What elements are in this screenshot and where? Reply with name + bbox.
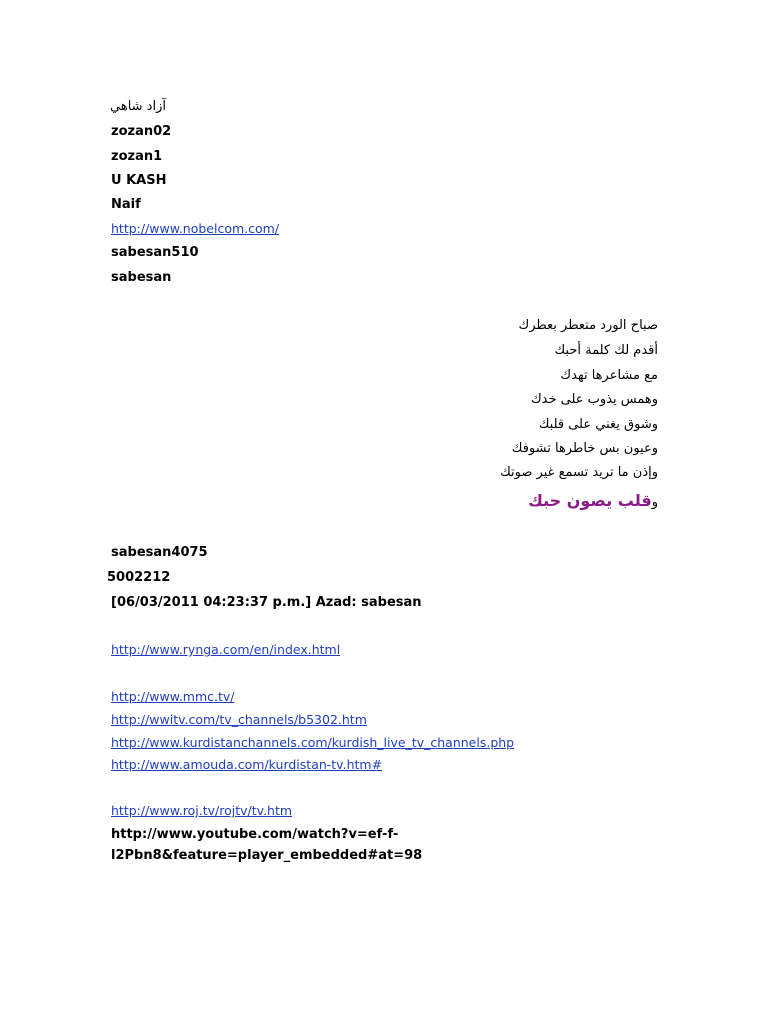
link-nobelcom[interactable]: http://www.nobelcom.com/ — [111, 221, 280, 236]
poem-line: وشوق يغني على قلبك — [538, 417, 658, 432]
code-line: sabesan4075 — [111, 545, 208, 560]
link-amouda[interactable]: http://www.amouda.com/kurdistan-tv.htm# — [111, 757, 383, 772]
poem-last-line — [440, 490, 658, 514]
link-rynga[interactable]: http://www.rynga.com/en/index.html — [111, 642, 341, 657]
link-mmc[interactable]: http://www.mmc.tv/ — [111, 689, 235, 704]
arabic-name: آزاد شاهي — [110, 99, 166, 114]
poem-line: وعيون بس خاطرها تشوفك — [511, 441, 658, 456]
poem-line: وإذن ما تريد تسمع غير صوتك — [500, 465, 658, 480]
poem-line: صباح الورد متعطر بعطرك — [518, 318, 658, 333]
list-item: zozan02 — [111, 124, 172, 139]
poem-last-prefix: و — [651, 495, 658, 510]
list-item: Naif — [111, 197, 141, 212]
youtube-url-line-1: http://www.youtube.com/watch?v=ef-f- — [111, 827, 399, 842]
youtube-url-line-2: l2Pbn8&feature=player_embedded#at=98 — [111, 848, 423, 863]
link-roj[interactable]: http://www.roj.tv/rojtv/tv.htm — [111, 803, 293, 818]
list-item: U KASH — [111, 173, 167, 188]
list-item: sabesan510 — [111, 245, 199, 260]
chat-line: [06/03/2011 04:23:37 p.m.] Azad: sabesan — [111, 595, 422, 610]
link-wwitv[interactable]: http://wwitv.com/tv_channels/b5302.htm — [111, 712, 367, 727]
poem-last-highlight: قلب يصون حبك — [528, 491, 652, 510]
poem-line: مع مشاعرها تهدك — [560, 368, 658, 383]
poem-line: أقدم لك كلمة أحبك — [554, 343, 658, 358]
poem-line: وهمس يذوب على خدك — [530, 392, 658, 407]
link-kurdistanchannels[interactable]: http://www.kurdistanchannels.com/kurdish_live_tv_channels.php — [111, 735, 515, 750]
code-line: 5002212 — [107, 570, 171, 585]
list-item: zozan1 — [111, 149, 163, 164]
list-item: sabesan — [111, 270, 172, 285]
